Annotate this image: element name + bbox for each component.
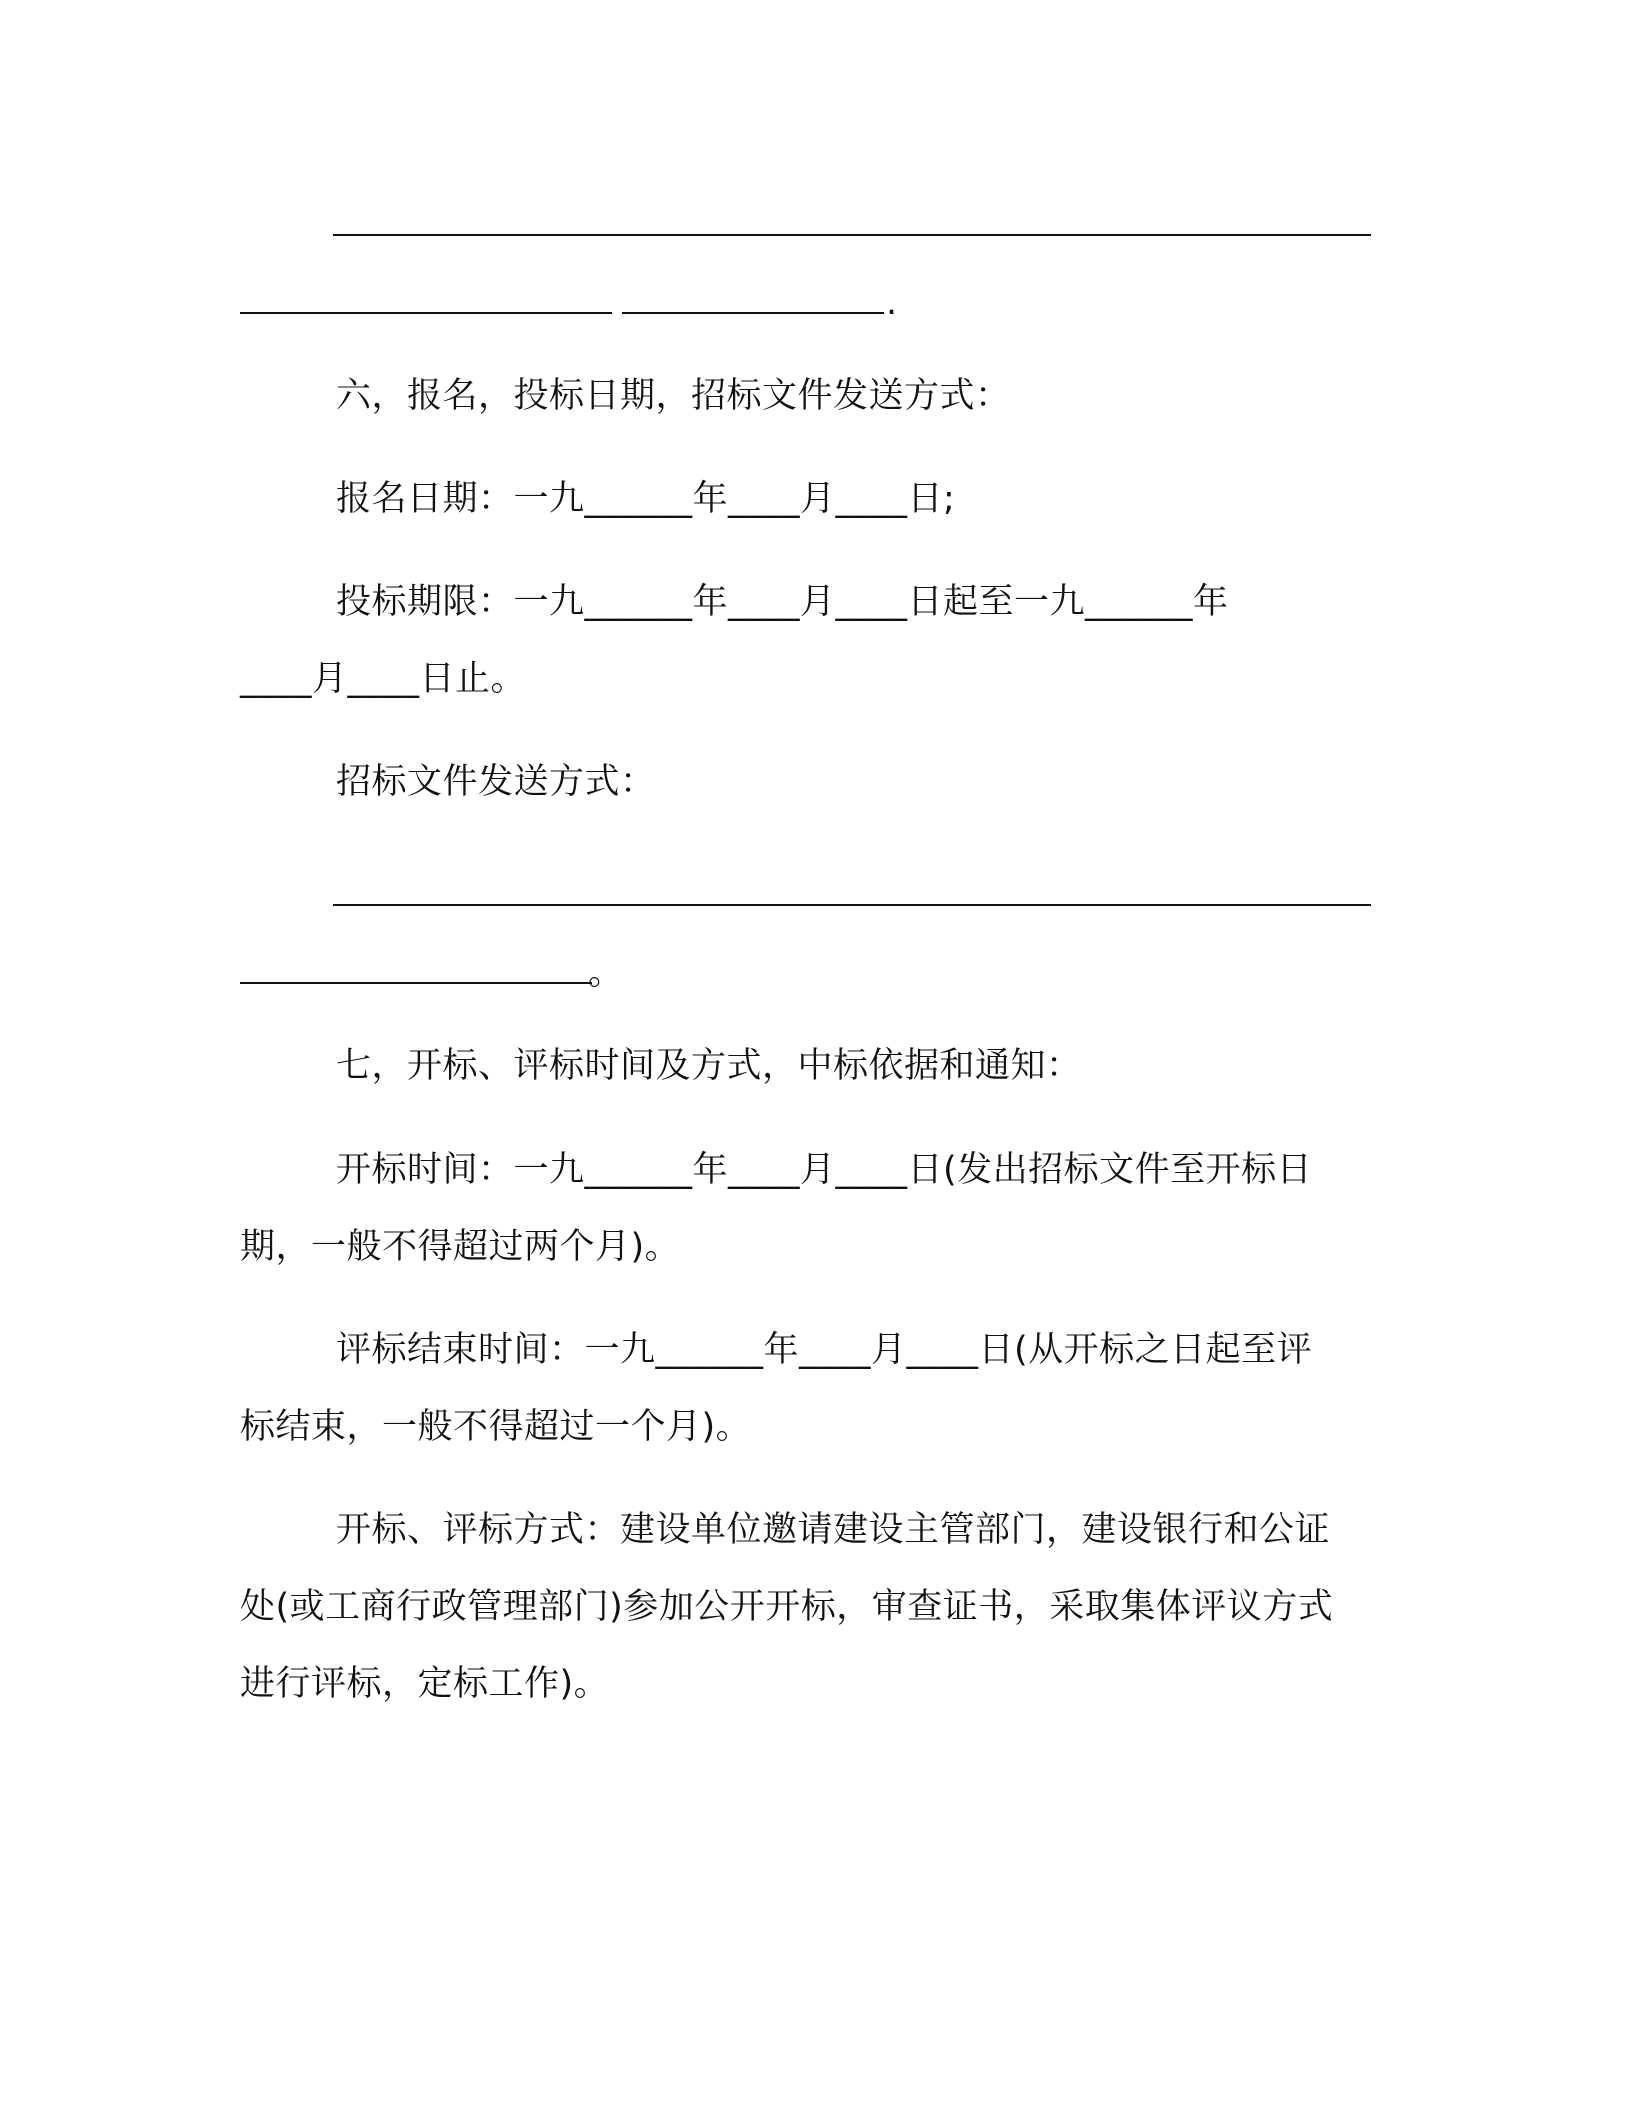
evaluation-method-line-2: 处(或工商行政管理部门)参加公开开标，审查证书，采取集体评议方式 <box>240 1587 1334 1627</box>
blank-end-period: . <box>886 283 898 323</box>
blank-line <box>622 312 884 314</box>
opening-time-line-1: 开标时间：一九______年____月____日(发出招标文件至开标日 <box>336 1150 1313 1190</box>
blank-line <box>333 904 1371 906</box>
evaluation-end-line-1: 评标结束时间：一九______年____月____日(从开标之日起至评 <box>336 1330 1313 1370</box>
blank-end-period: 。 <box>588 953 624 993</box>
registration-date: 报名日期：一九______年____月____日; <box>336 479 956 519</box>
blank-line <box>240 312 612 314</box>
bid-period-line-2: ____月____日止。 <box>240 659 527 699</box>
section-6-heading: 六，报名，投标日期，招标文件发送方式： <box>336 376 1011 416</box>
blank-line <box>240 982 592 984</box>
evaluation-method-line-3: 进行评标，定标工作)。 <box>240 1664 610 1704</box>
section-7-heading: 七，开标、评标时间及方式，中标依据和通知： <box>336 1046 1082 1086</box>
bid-period-line-1: 投标期限：一九______年____月____日起至一九______年 <box>336 582 1229 622</box>
opening-time-line-2: 期，一般不得超过两个月)。 <box>240 1227 681 1267</box>
blank-line <box>333 234 1371 236</box>
evaluation-method-line-1: 开标、评标方式：建设单位邀请建设主管部门，建设银行和公证 <box>336 1510 1331 1550</box>
evaluation-end-line-2: 标结束，一般不得超过一个月)。 <box>240 1407 752 1447</box>
delivery-method-label: 招标文件发送方式： <box>336 762 656 802</box>
